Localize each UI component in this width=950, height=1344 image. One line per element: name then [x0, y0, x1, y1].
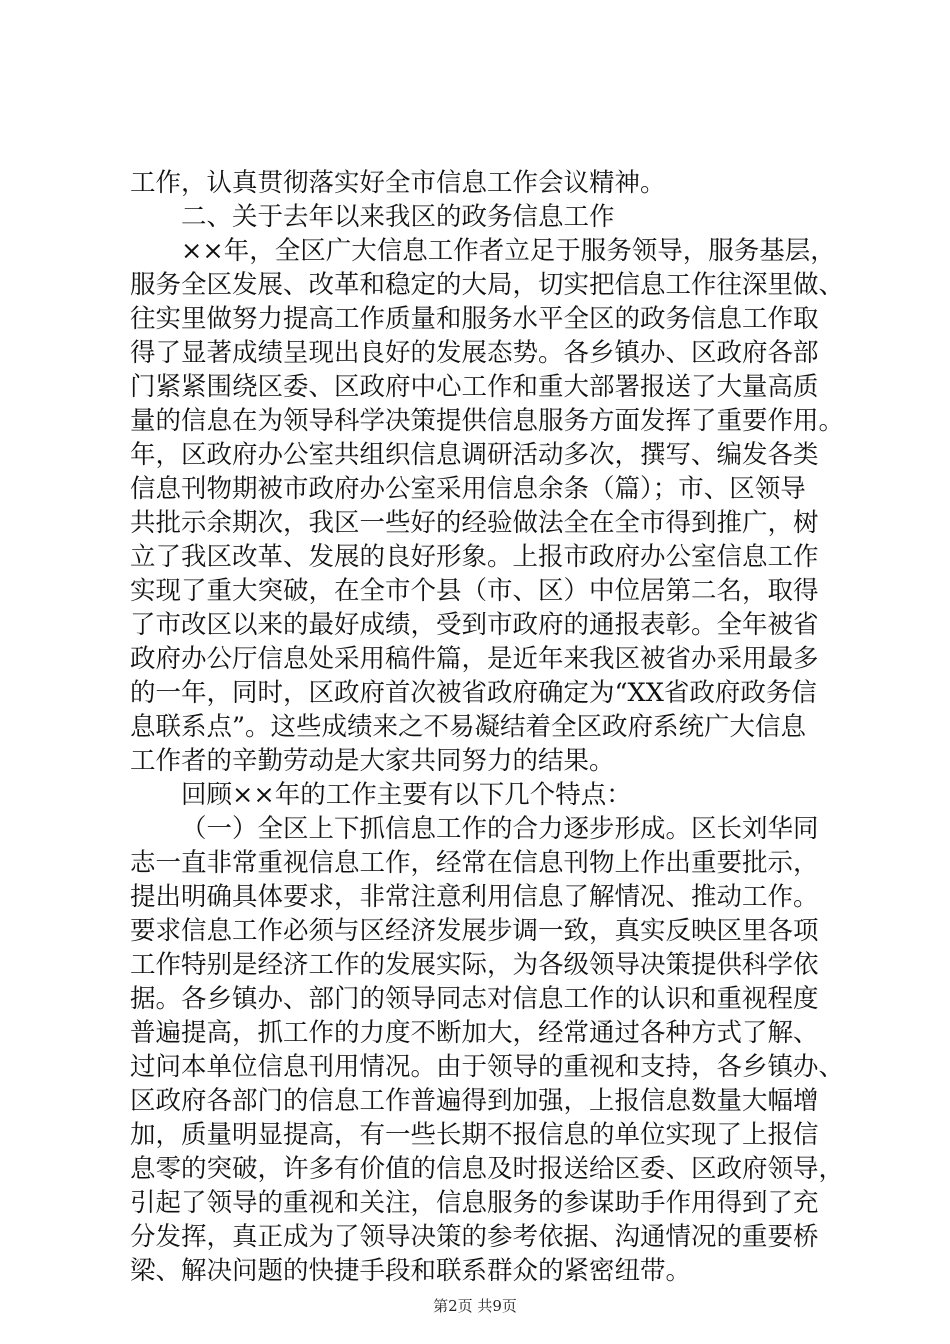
text-line: 的一年，同时，区政府首次被省政府确定为“XX省政府政务信 — [130, 678, 817, 708]
text-line: 梁、解决问题的快捷手段和联系群众的紧密纽带。 — [130, 1256, 692, 1286]
text-line: 年，区政府办公室共组织信息调研活动多次，撰写、编发各类 — [130, 440, 819, 470]
text-line: 要求信息工作必须与区经济发展步调一致，真实反映区里各项 — [130, 916, 819, 946]
text-line: 服务全区发展、改革和稳定的大局，切实把信息工作往深里做、 — [130, 270, 845, 300]
text-line: 区政府各部门的信息工作普遍得到加强，上报信息数量大幅增 — [130, 1086, 819, 1116]
text-line: 加，质量明显提高，有一些长期不报信息的单位实现了上报信 — [130, 1120, 819, 1150]
document-body — [130, 166, 845, 1288]
text-line: 过问本单位信息刊用情况。由于领导的重视和支持，各乡镇办、 — [130, 1052, 845, 1082]
text-line: 提出明确具体要求，非常注意利用信息了解情况、推动工作。 — [130, 882, 819, 912]
text-line: 立了我区改革、发展的良好形象。上报市政府办公室信息工作 — [130, 542, 819, 572]
text-line: 普遍提高，抓工作的力度不断加大，经常通过各种方式了解、 — [130, 1018, 819, 1048]
paragraph-first-line: （一）全区上下抓信息工作的合力逐步形成。区长刘华同 — [181, 814, 819, 844]
paragraph-first-line: 二、关于去年以来我区的政务信息工作 — [181, 202, 615, 232]
text-line: 共批示余期次，我区一些好的经验做法全在全市得到推广，树 — [130, 508, 819, 538]
text-line: 工作者的辛勤劳动是大家共同努力的结果。 — [130, 746, 615, 776]
paragraph-first-line: ××年，全区广大信息工作者立足于服务领导，服务基层， — [181, 236, 836, 266]
text-line: 工作，认真贯彻落实好全市信息工作会议精神。 — [130, 168, 666, 198]
text-line: 量的信息在为领导科学决策提供信息服务方面发挥了重要作用。 — [130, 406, 845, 436]
page-footer: 第2页 共9页 — [433, 1297, 517, 1315]
text-line: 据。各乡镇办、部门的领导同志对信息工作的认识和重视程度 — [130, 984, 819, 1014]
text-line: 志一直非常重视信息工作，经常在信息刊物上作出重要批示， — [130, 848, 819, 878]
text-line: 息零的突破，许多有价值的信息及时报送给区委、区政府领导， — [130, 1154, 845, 1184]
text-line: 分发挥，真正成为了领导决策的参考依据、沟通情况的重要桥 — [130, 1222, 819, 1252]
text-line: 得了显著成绩呈现出良好的发展态势。各乡镇办、区政府各部 — [130, 338, 819, 368]
text-line: 信息刊物期被市政府办公室采用信息余条（篇）；市、区领导 — [130, 474, 806, 504]
text-line: 政府办公厅信息处采用稿件篇，是近年来我区被省办采用最多 — [130, 644, 819, 674]
text-line: 引起了领导的重视和关注，信息服务的参谋助手作用得到了充 — [130, 1188, 819, 1218]
paragraph-first-line: 回顾××年的工作主要有以下几个特点： — [181, 780, 632, 810]
text-line: 工作特别是经济工作的发展实际，为各级领导决策提供科学依 — [130, 950, 819, 980]
text-line: 往实里做努力提高工作质量和服务水平全区的政务信息工作取 — [130, 304, 819, 334]
text-line: 息联系点”。这些成绩来之不易凝结着全区政府系统广大信息 — [130, 712, 807, 742]
text-line: 门紧紧围绕区委、区政府中心工作和重大部署报送了大量高质 — [130, 372, 819, 402]
text-line: 实现了重大突破，在全市个县（市、区）中位居第二名，取得 — [130, 576, 819, 606]
text-line: 了市改区以来的最好成绩，受到市政府的通报表彰。全年被省 — [130, 610, 819, 640]
